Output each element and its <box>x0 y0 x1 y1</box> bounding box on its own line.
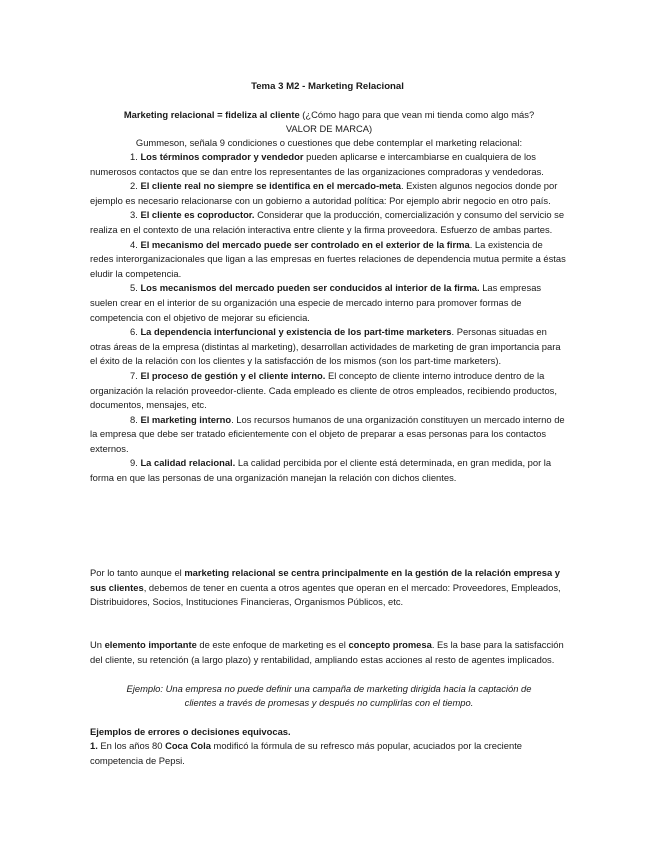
errors-item-1: 1. En los años 80 Coca Cola modificó la fórmula de su refresco más popular, acuciados por la creciente competencia de Pepsi. <box>90 740 523 766</box>
condition-item: 5. Los mecanismos del mercado pueden ser conducidos al interior de la firma. Las empresas suelen crear en el interior de su organización una especie de mercado interno para promover formas de competencia con el objetivo de mejorar su eficiencia. <box>90 282 542 323</box>
page-title: Tema 3 M2 - Marketing Relacional <box>251 81 404 92</box>
intro-line-3: Gummeson, señala 9 condiciones o cuestiones que debe contemplar el marketing relacional: <box>135 137 523 148</box>
conclusion-paragraph: Por lo tanto aunque el marketing relacional se centra principalmente en la gestión de la relación empresa y sus clientes, debemos de tener en cuenta a otros agentes que operan en el mercado: Proveedores, Empleados, Distribuidores, Socios, Instituciones Financieras, Organismos Públicos, etc. <box>90 567 561 608</box>
condition-item: 2. El cliente real no siempre se identifica en el mercado-meta. Existen algunos negocios donde por ejemplo es necesario relacionarse con un gobierno a autoridad política: Por ejemplo abrir negocio en otro país. <box>90 180 558 206</box>
condition-item: 3. El cliente es coproductor. Considerar que la producción, comercialización y consumo del servicio se realiza en el contexto de una relación interactiva entre cliente y la firma proveedora. Esfuerzo de ambas partes. <box>90 209 565 235</box>
errors-heading: Ejemplos de errores o decisiones equivocas. <box>90 726 291 737</box>
condition-item: 6. La dependencia interfuncional y existencia de los part-time marketers. Personas situadas en otras áreas de la empresa (distintas al marketing), desarrollan actividades de marketing de gran importancia para el éxito de la relación con los clientes y la satisfacción de los mismos (son los part-time marketers). <box>90 326 561 367</box>
intro-definition: Marketing relacional = fideliza al cliente <box>123 109 300 120</box>
condition-item: 9. La calidad relacional. La calidad percibida por el cliente está determinada, en gran medida, por la forma en que las personas de una organización manejan la relación con dichos clientes. <box>90 457 552 484</box>
promise-paragraph: Un elemento importante de este enfoque de marketing es el concepto promesa. Es la base para la satisfacción del cliente, su retención (a largo plazo) y rentabilidad, ampliando estas acciones al resto de agentes implicados. <box>90 639 564 665</box>
intro-question: (¿Cómo hago para que vean mi tienda como algo más? <box>299 109 535 120</box>
conditions-list <box>90 150 568 486</box>
condition-item: 7. El proceso de gestión y el cliente interno. El concepto de cliente interno introduce dentro de la organización la relación proveedor-cliente. Cada empleado es cliente de otros empleados, recibiendo productos, documentos, mensajes, etc. <box>90 369 557 411</box>
intro-line-2: VALOR DE MARCA) <box>285 123 373 134</box>
intro-line-1 <box>90 108 568 123</box>
example-line-2: clientes a través de promesas y después no cumplirlas con el tiempo. <box>184 697 474 708</box>
example-line-1: Ejemplo: Una empresa no puede definir una campaña de marketing dirigida hacia la captación de <box>126 683 532 694</box>
condition-item: 8. El marketing interno. Los recursos humanos de una organización constituyen un mercado interno de la empresa que debe ser tratado eficientemente con el objeto de preparar a esas personas para los contactos externos. <box>90 413 565 454</box>
condition-item: 4. El mecanismo del mercado puede ser controlado en el exterior de la firma. La existencia de redes interorganizacionales que ligan a las empresas en fuertes relaciones de dependencia mutua permite a éstas eludir la competencia. <box>90 238 566 279</box>
condition-item: 1. Los términos comprador y vendedor pueden aplicarse e intercambiarse en cualquiera de los numerosos contactos que se dan entre los representantes de las organizaciones compradoras y vendedoras. <box>90 151 544 177</box>
